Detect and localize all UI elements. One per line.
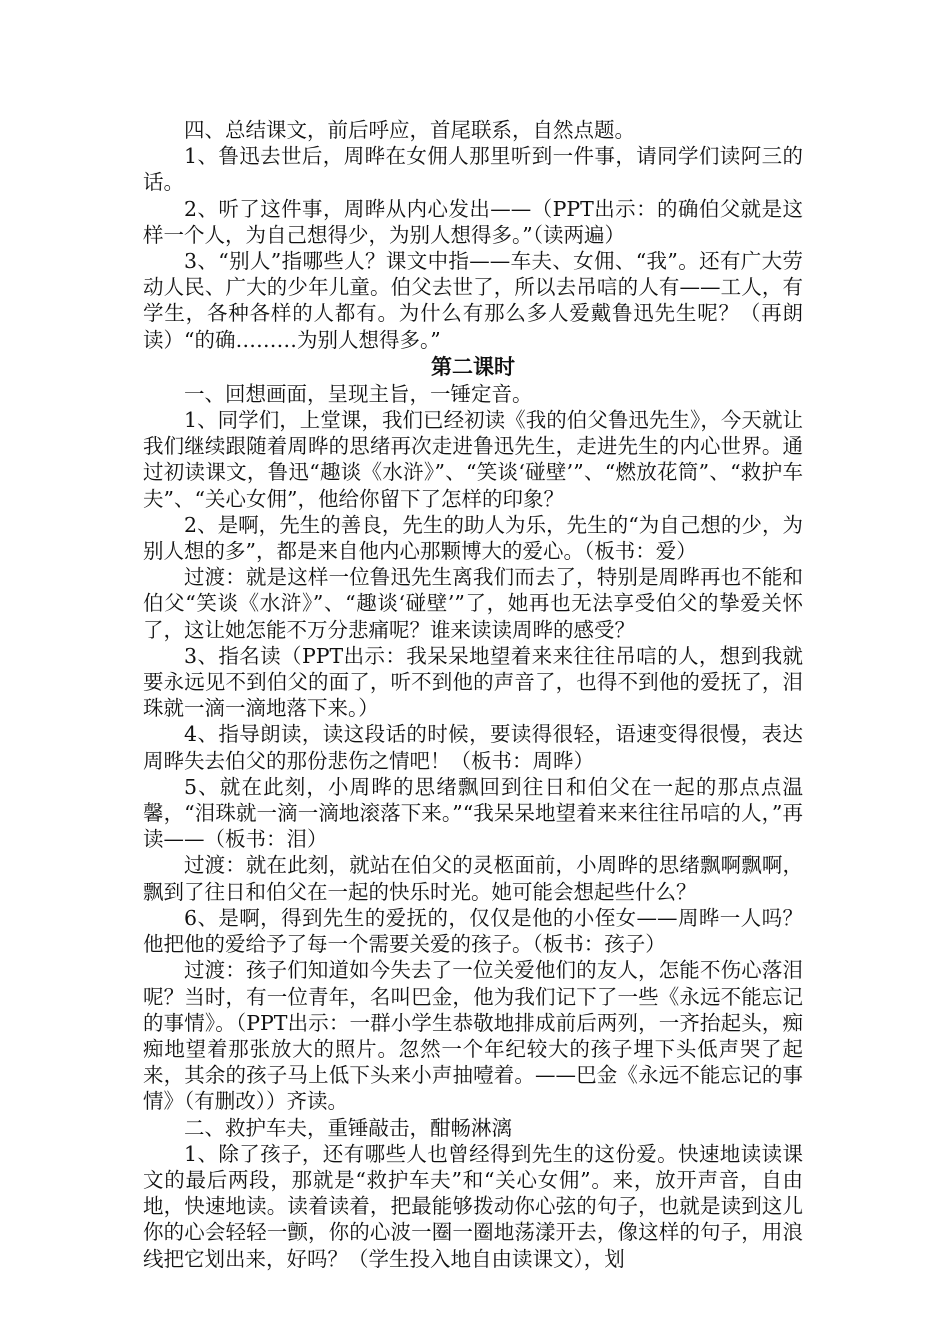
paragraph: 2、听了这件事，周晔从内心发出——（PPT出示：的确伯父就是这样一个人，为自己想得少，为别人想得多。”（读两遍） (143, 196, 803, 247)
document-page (143, 117, 803, 1272)
paragraph: 2、是啊，先生的善良，先生的助人为乐，先生的“为自己想的少，为别人想的多”，都是来自他内心那颗博大的爱心。（板书：爱） (143, 512, 803, 564)
paragraph-transition: 过渡：孩子们知道如今失去了一位关爱他们的友人，怎能不伤心落泪呢？当时，有一位青年，名叫巴金，他为我们记下了一些《永远不能忘记的事情》。（PPT出示：一群小学生恭敬地排成前后两列，一齐抬起头，痴痴地望着那张放大的照片。忽然一个年纪较大的孩子埋下头低声哭了起来，其余的孩子马上低下头来小声抽噎着。——巴金《永远不能忘记的事情》（有删改））齐读。 (143, 958, 803, 1114)
paragraph-transition: 过渡：就在此刻，就站在伯父的灵柩面前，小周晔的思绪飘啊飘啊，飘到了往日和伯父在一起的快乐时光。她可能会想起些什么？ (143, 853, 803, 904)
paragraph-summary-heading: 四、总结课文，前后呼应，首尾联系，自然点题。 (184, 118, 635, 142)
paragraph: 5、就在此刻，小周晔的思绪飘回到往日和伯父在一起的那点点温馨，“泪珠就一滴一滴地滚落下来。”“我呆呆地望着来来往往吊唁的人，”再读——（板书：泪） (143, 774, 803, 852)
paragraph-transition: 过渡：就是这样一位鲁迅先生离我们而去了，特别是周晔再也不能和伯父“笑谈《水浒》”、“趣谈‘碰壁’”了，她再也无法享受伯父的挚爱关怀了，这让她怎能不万分悲痛呢？谁来读读周晔的感受？ (143, 565, 803, 642)
paragraph: 1、鲁迅去世后，周晔在女佣人那里听到一件事，请同学们读阿三的话。 (143, 144, 803, 195)
paragraph-part-one-heading: 一、回想画面，呈现主旨，一锤定音。 (184, 381, 533, 406)
paragraph: 3、指名读（PPT出示：我呆呆地望着来来往往吊唁的人，想到我就要永远见不到伯父的面了，听不到他的声音了，也得不到他的爱抚了，泪珠就一滴一滴地落下来。） (143, 643, 803, 721)
paragraph: 4、指导朗读，读这段话的时候，要读得很轻，语速变得很慢，表达周晔失去伯父的那份悲伤之情吧！（板书：周晔） (143, 722, 803, 773)
section-heading: 第二课时 (431, 354, 515, 379)
paragraph: 3、“别人”指哪些人？课文中指——车夫、女佣、“我”。还有广大劳动人民、广大的少年儿童。伯父去世了，所以去吊唁的人有——工人，有学生，各种各样的人都有。为什么有那么多人爱戴鲁迅先生呢？（再朗读）“的确………为别人想得多。” (143, 249, 803, 352)
paragraph: 6、是啊，得到先生的爱抚的，仅仅是他的小侄女——周晔一人吗？他把他的爱给予了每一个需要关爱的孩子。（板书：孩子） (143, 905, 803, 957)
paragraph: 1、除了孩子，还有哪些人也曾经得到先生的这份爱。快速地读读课文的最后两段，那就是“救护车夫”和“关心女佣”。来，放开声音，自由地，快速地读。读着读着，把最能够拨动你心弦的句子，也就是读到这儿你的心会轻轻一颤，你的心波一圈一圈地荡漾开去，像这样的句子，用浪线把它划出来，好吗？（学生投入地自由读课文），划 (143, 1141, 803, 1271)
paragraph: 1、同学们，上堂课，我们已经初读《我的伯父鲁迅先生》，今天就让我们继续跟随着周晔的思绪再次走进鲁迅先生，走进先生的内心世界。通过初读课文，鲁迅“趣谈《水浒》”、“笑谈‘碰壁’”、“燃放花筒”、“救护车夫”、“关心女佣”，他给你留下了怎样的印象？ (143, 408, 803, 511)
paragraph-part-two-heading: 二、救护车夫，重锤敲击，酣畅淋漓 (184, 1115, 512, 1140)
